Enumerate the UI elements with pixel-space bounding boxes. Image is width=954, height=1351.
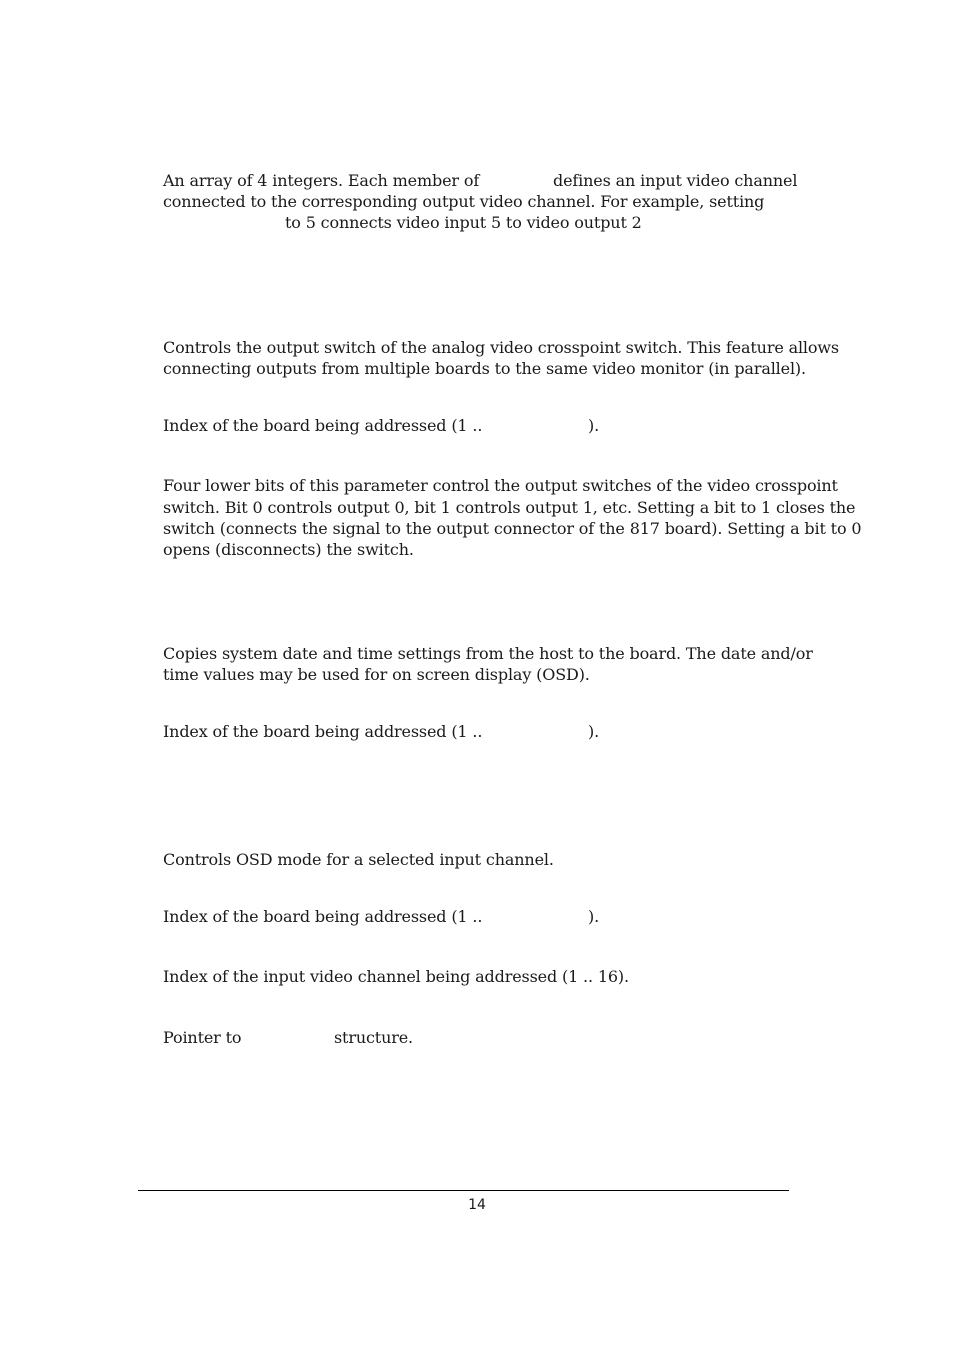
text-line: to 5 connects video input 5 to video output 2 (285, 213, 642, 232)
board-index-text: Index of the board being addressed (1 .. (163, 722, 483, 741)
text-line: opens (disconnects) the switch. (163, 540, 414, 559)
channel-index-text: Index of the input video channel being addressed (1 .. 16). (163, 967, 629, 986)
text-line: defines an input video channel (553, 171, 798, 190)
text-line: Four lower bits of this parameter control the output switches of the video crosspoint (163, 476, 838, 495)
text-line: Controls the output switch of the analog video crosspoint switch. This feature allows (163, 338, 839, 357)
text-line: switch (connects the signal to the output connector of the 817 board). Setting a bit to 0 (163, 519, 862, 538)
board-index-text: Index of the board being addressed (1 .. (163, 416, 483, 435)
board-index-text: Index of the board being addressed (1 .. (163, 907, 483, 926)
pointer-text: Pointer to (163, 1028, 242, 1047)
closing-paren: ). (588, 907, 600, 926)
text-line: connecting outputs from multiple boards to the same video monitor (in parallel). (163, 359, 806, 378)
text-line: time values may be used for on screen display (OSD). (163, 665, 590, 684)
closing-paren: ). (588, 416, 600, 435)
page-number: 14 (468, 1197, 486, 1213)
structure-text: structure. (334, 1028, 413, 1047)
text-line: switch. Bit 0 controls output 0, bit 1 controls output 1, etc. Setting a bit to 1 closes the (163, 498, 856, 517)
text-line: Copies system date and time settings from the host to the board. The date and/or (163, 644, 813, 663)
text-line: An array of 4 integers. Each member of (163, 171, 480, 190)
closing-paren: ). (588, 722, 600, 741)
footer-rule (138, 1190, 789, 1191)
text-line: connected to the corresponding output video channel. For example, setting (163, 192, 765, 211)
text-line: Controls OSD mode for a selected input channel. (163, 850, 554, 869)
